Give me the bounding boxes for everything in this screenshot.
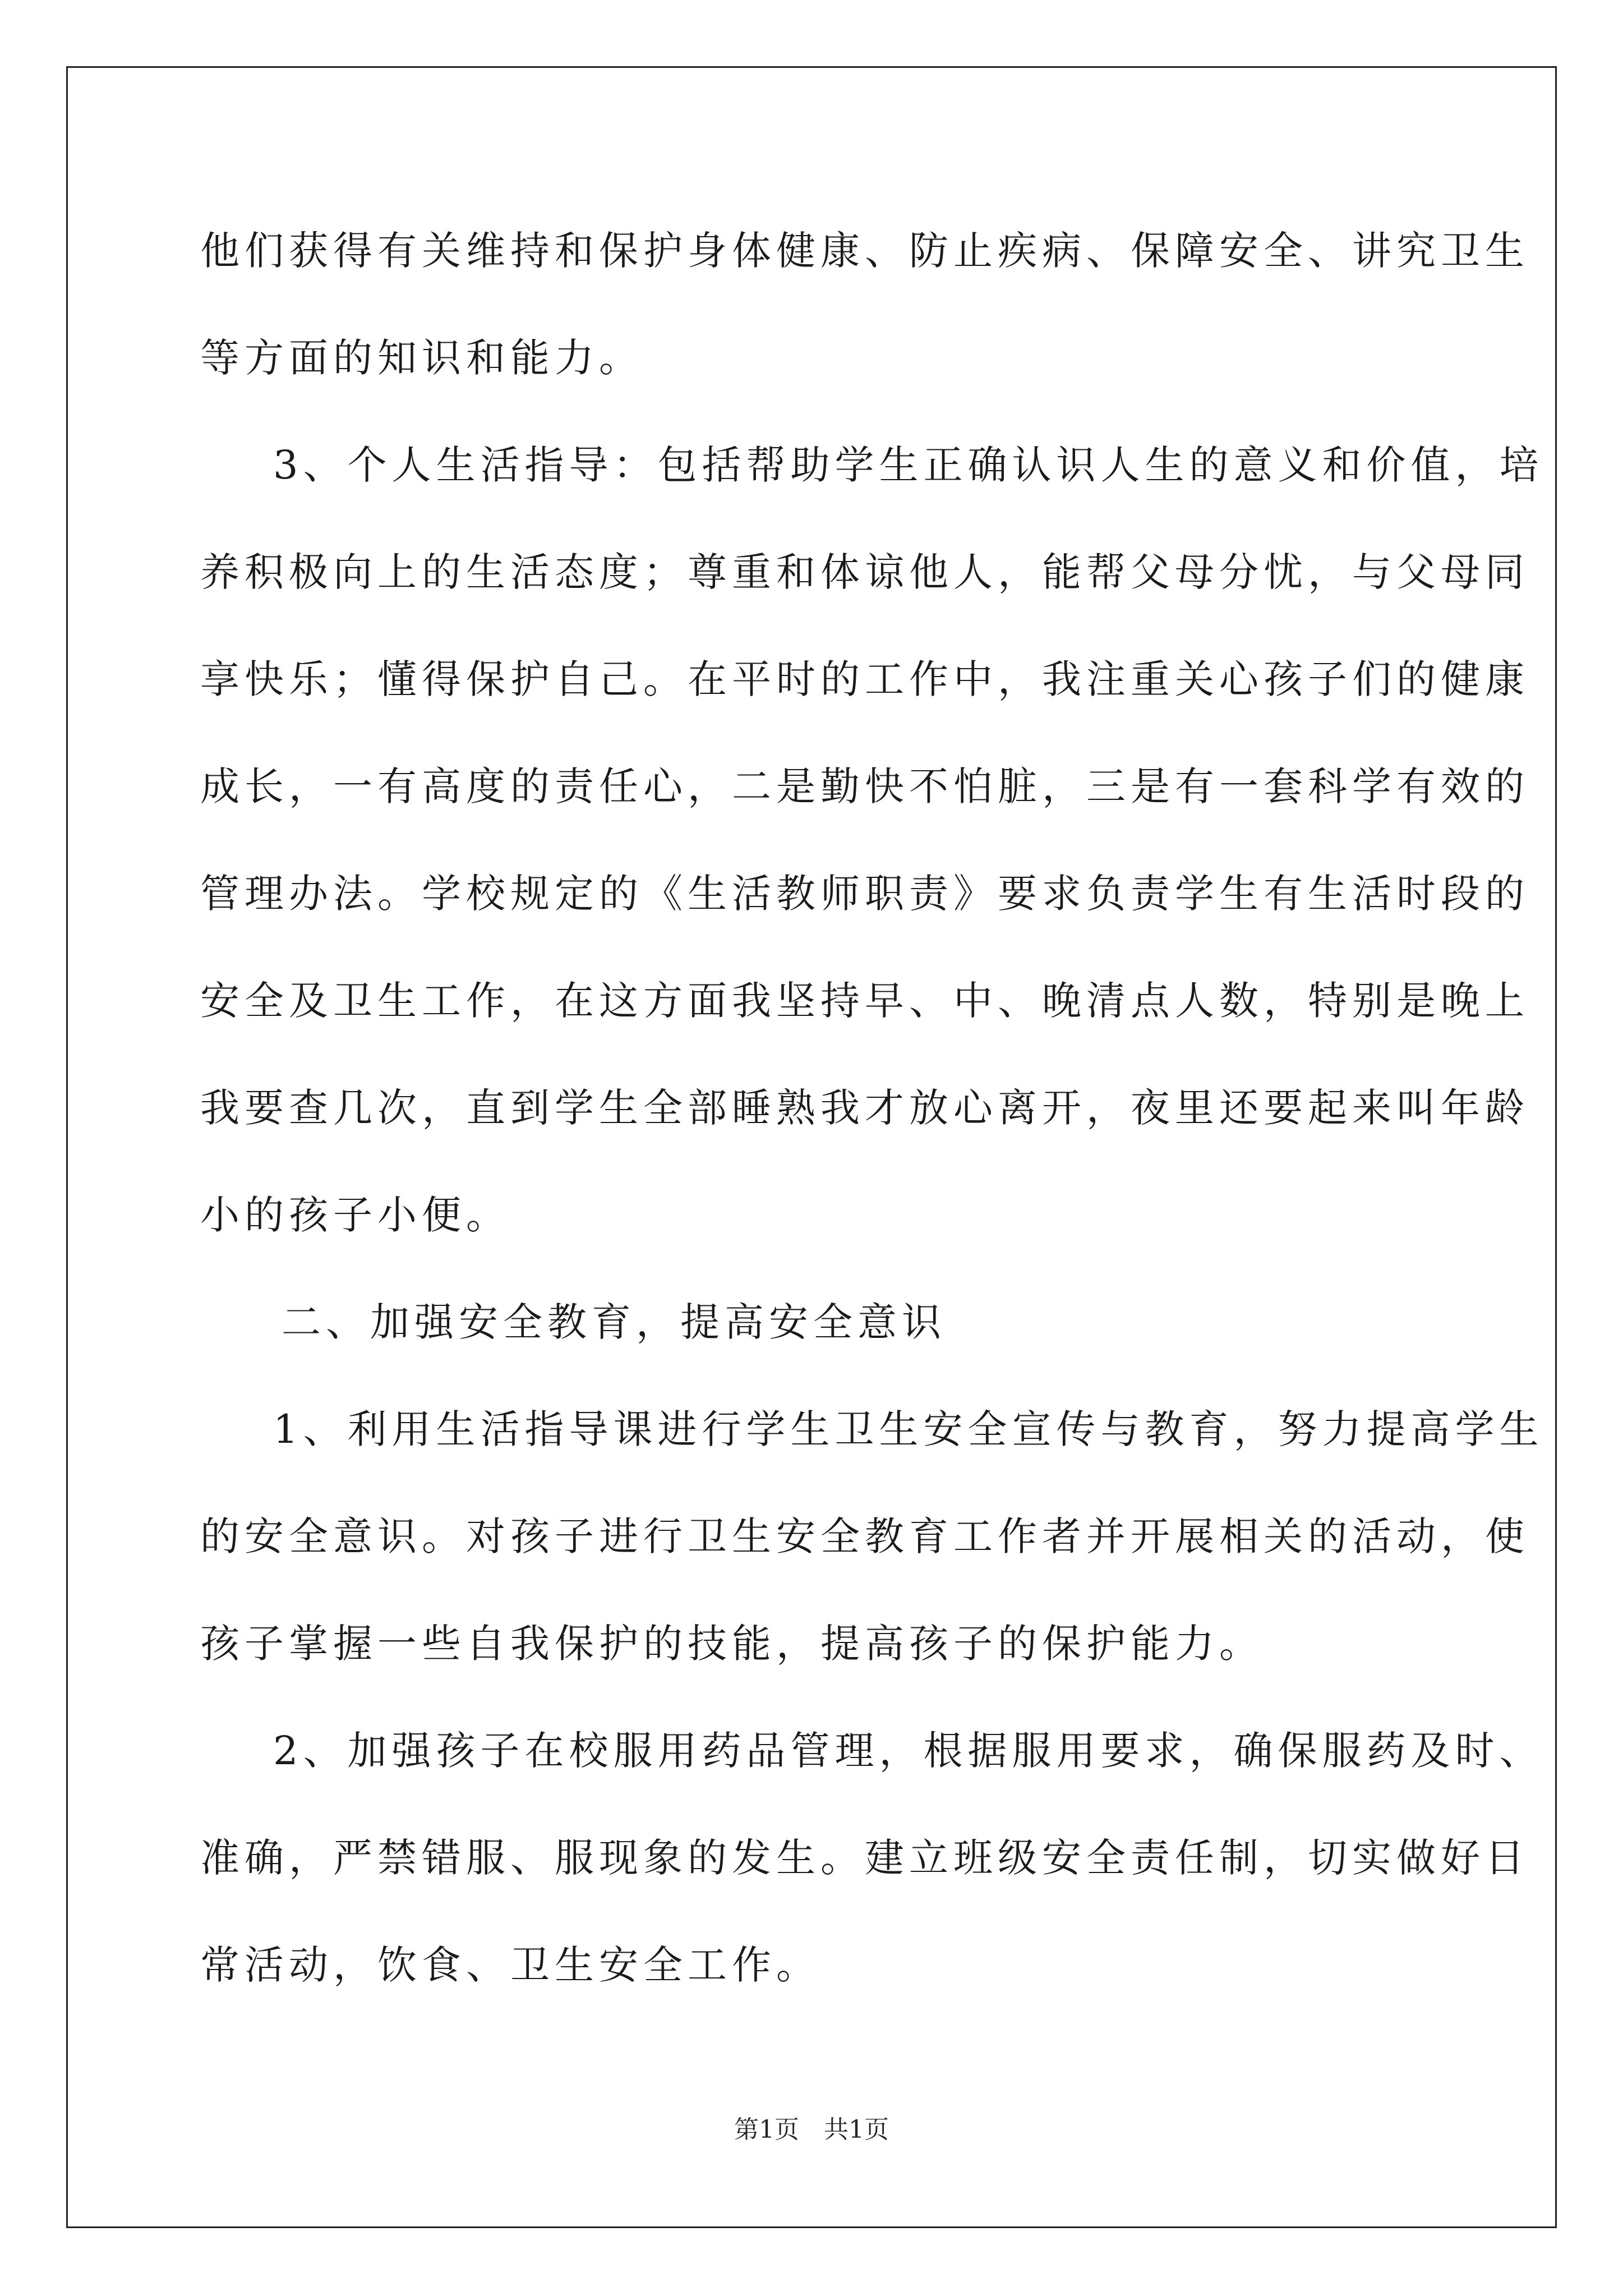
paragraph-line: 他们获得有关维持和保护身体健康、防止疾病、保障安全、讲究卫生 bbox=[200, 228, 1529, 274]
paragraph-line: 准确，严禁错服、服现象的发生。建立班级安全责任制，切实做好日 bbox=[200, 1835, 1529, 1881]
paragraph-line: 等方面的知识和能力。 bbox=[200, 335, 643, 381]
paragraph-line: 3、个人生活指导：包括帮助学生正确认识人生的意义和价值，培 bbox=[273, 442, 1544, 488]
paragraph-line: 1、利用生活指导课进行学生卫生安全宣传与教育，努力提高学生 bbox=[273, 1406, 1544, 1452]
section-heading: 二、加强安全教育，提高安全意识 bbox=[282, 1299, 946, 1345]
paragraph-line: 安全及卫生工作，在这方面我坚持早、中、晚清点人数，特别是晚上 bbox=[200, 978, 1529, 1024]
page-number: 第1页 共1页 bbox=[734, 2115, 889, 2144]
paragraph-line: 的安全意识。对孩子进行卫生安全教育工作者并开展相关的活动，使 bbox=[200, 1513, 1529, 1559]
paragraph-line: 养积极向上的生活态度；尊重和体谅他人，能帮父母分忧，与父母同 bbox=[200, 549, 1529, 595]
paragraph-line: 小的孩子小便。 bbox=[200, 1192, 510, 1238]
paragraph-line: 成长，一有高度的责任心，二是勤快不怕脏，三是有一套科学有效的 bbox=[200, 763, 1529, 809]
page-border bbox=[66, 66, 1557, 2228]
paragraph-line: 管理办法。学校规定的《生活教师职责》要求负责学生有生活时段的 bbox=[200, 871, 1529, 917]
paragraph-line: 2、加强孩子在校服用药品管理，根据服用要求，确保服药及时、 bbox=[273, 1728, 1544, 1774]
paragraph-line: 常活动，饮食、卫生安全工作。 bbox=[200, 1942, 820, 1988]
paragraph-line: 孩子掌握一些自我保护的技能，提高孩子的保护能力。 bbox=[200, 1621, 1264, 1667]
paragraph-line: 我要查几次，直到学生全部睡熟我才放心离开，夜里还要起来叫年龄 bbox=[200, 1085, 1529, 1131]
paragraph-line: 享快乐；懂得保护自己。在平时的工作中，我注重关心孩子们的健康 bbox=[200, 656, 1529, 702]
